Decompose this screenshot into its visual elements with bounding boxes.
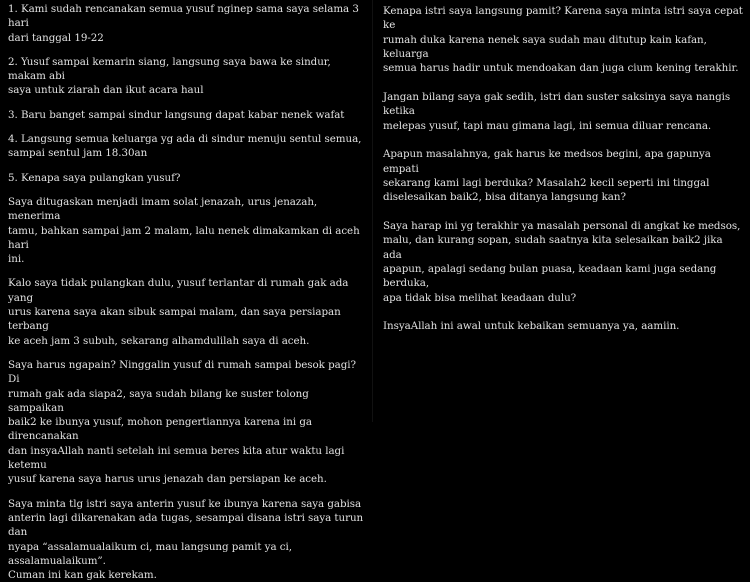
left-paragraph-7: Kalo saya tidak pulangkan dulu, yusuf terlantar di rumah gak ada yang urus karena saya akan sibuk sampai malam, dan saya persiapan terbang ke aceh jam 3 subuh, sekarang alhamdulilah saya di aceh. (8, 277, 349, 347)
right-paragraph-1: Kenapa istri saya langsung pamit? Karena saya minta istri saya cepat ke rumah duka karena nenek saya sudah mau ditutup kain kafan, keluarga semua harus hadir untuk mendoakan dan juga cium kening terakhir. (383, 5, 743, 75)
left-paragraph-8: Saya harus ngapain? Ninggalin yusuf di rumah sampai besok pagi? Di rumah gak ada siapa2, saya sudah bilang ke suster tolong sampaikan baik2 ke ibunya yusuf, mohon pengertiannya karena ini ga direncanakan dan insyaAllah nanti setelah ini semua beres kita atur waktu lagi ketemu yusuf karena saya harus urus jenazah dan persiapan ke aceh. (8, 358, 356, 486)
right-paragraph-3: Apapun masalahnya, gak harus ke medsos begini, apa gapunya empati sekarang kami lagi berduka? Masalah2 kecil seperti ini tinggal diselesaikan baik2, bisa ditanya langsung kan? (383, 148, 711, 204)
right-paragraph-2: Jangan bilang saya gak sedih, istri dan suster saksinya saya nangis ketika melepas yusuf, tapi mau gimana lagi, ini semua diluar rencana. (383, 90, 731, 132)
right-paragraph-5: InsyaAllah ini awal untuk kebaikan semuanya ya, aamiin. (383, 320, 680, 333)
left-paragraph-9: Saya minta tlg istri saya anterin yusuf ke ibunya karena saya gabisa anterin lagi dikarenakan ada tugas, sesampai disana istri saya turun dan nyapa “assalamualaikum ci, mau langsung pamit ya ci, assalamualaikum”. Cuman ini kan gak kerekam. (8, 497, 364, 582)
left-paragraph-2: 2. Yusuf sampai kemarin siang, langsung saya bawa ke sindur, makam abi saya untuk ziarah dan ikut acara haul (8, 55, 331, 97)
right-paragraph-4: Saya harap ini yg terakhir ya masalah personal di angkat ke medsos, malu, dan kurang sopan, sudah saatnya kita selesaikan baik2 jika ada apapun, apalagi sedang bulan puasa, keadaan kami juga sedang berduka, apa tidak bisa melihat keadaan dulu? (383, 220, 741, 304)
left-paragraph-5: 5. Kenapa saya pulangkan yusuf? (8, 171, 181, 184)
left-paragraph-4: 4. Langsung semua keluarga yg ada di sindur menuju sentul semua, sampai sentul jam 18.30an (8, 133, 362, 160)
left-paragraph-1: 1. Kami sudah rencanakan semua yusuf nginep sama saya selama 3 hari dari tanggal 19-22 (8, 3, 359, 44)
left-paragraph-3: 3. Baru banget sampai sindur langsung dapat kabar nenek wafat (8, 108, 345, 121)
left-paragraph-6: Saya ditugaskan menjadi imam solat jenazah, urus jenazah, menerima tamu, bahkan sampai jam 2 malam, lalu nenek dimakamkan di aceh hari ini. (8, 195, 360, 266)
left-text-panel (0, 0, 372, 582)
right-text-panel (373, 0, 750, 422)
